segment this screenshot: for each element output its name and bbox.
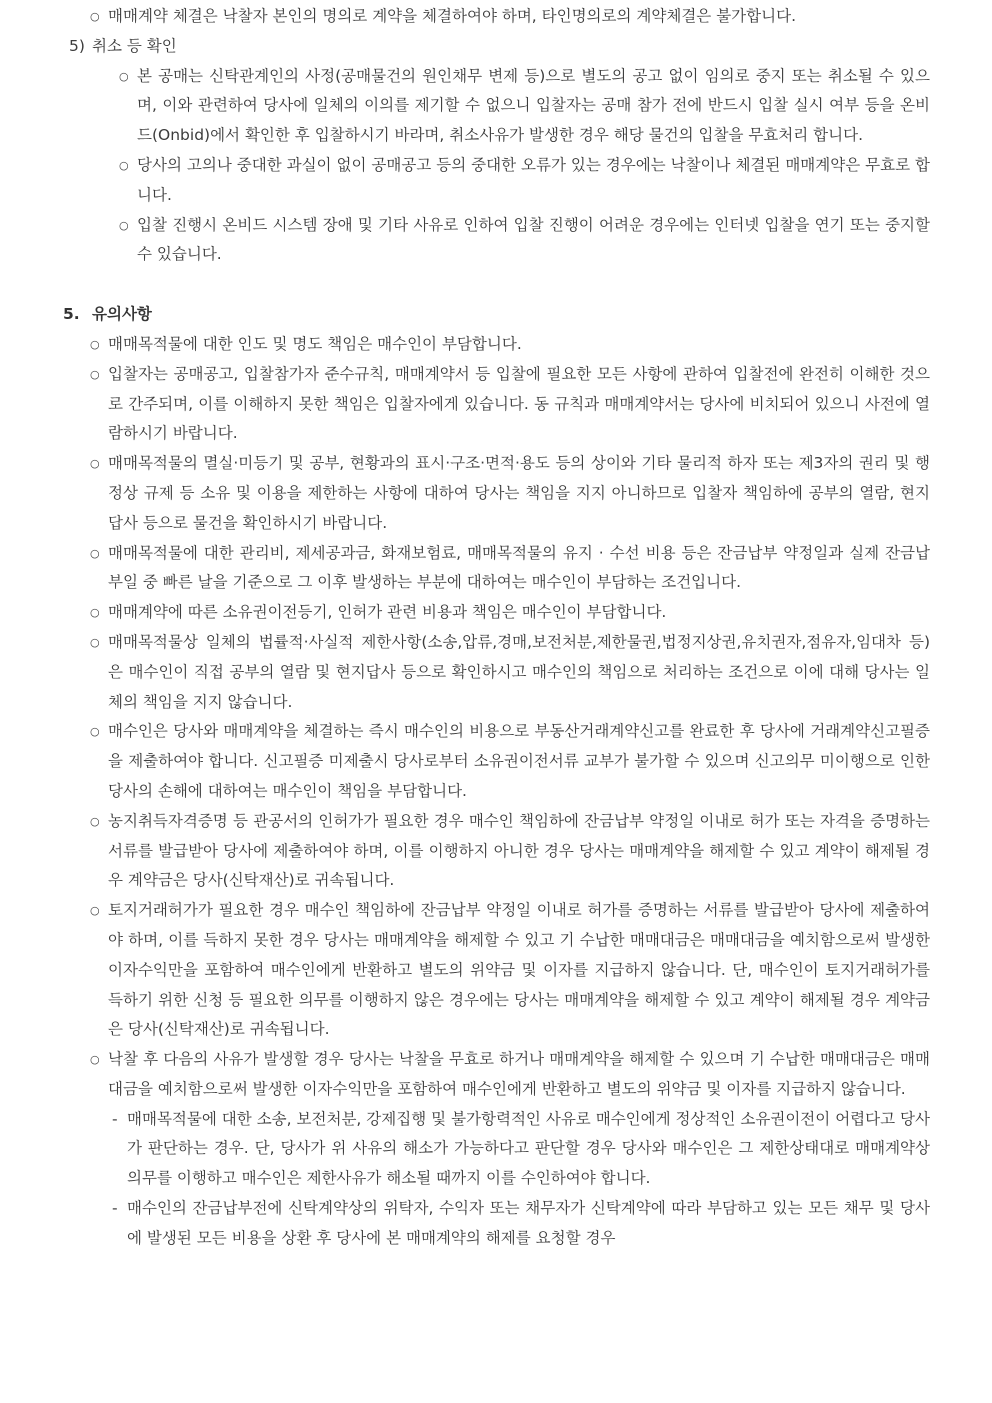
circle-bullet-icon: ○ (90, 814, 100, 828)
notice-bullet-3 (0, 449, 930, 538)
cancel-bullet-3-text: 입찰 진행시 온비드 시스템 장애 및 기타 사유로 인하여 입찰 진행이 어려운 경우에는 인터넷 입찰을 연기 또는 중지할 수 있습니다. (137, 215, 930, 264)
cancel-bullet-1-text: 본 공매는 신탁관계인의 사정(공매물건의 원인채무 변제 등)으로 별도의 공고 없이 임의로 중지 또는 취소될 수 있으며, 이와 관련하여 당사에 일체의 이의를 제기할 수 없으니 입찰자는 공매 참가 전에 반드시 입찰 실시 여부 등을 온비드(Onbid)에서 확인한 후 입찰하시기 바라며, 취소사유가 발생한 경우 해당 물건의 입찰을 무효처리 합니다. (137, 66, 930, 145)
notice-dash-item-1 (0, 1105, 930, 1194)
notice-bullet-9 (0, 896, 930, 1045)
cancel-bullet-1 (0, 62, 930, 151)
notice-bullet-2 (0, 360, 930, 449)
circle-bullet-icon: ○ (90, 606, 100, 620)
section-notice-number: 5. (63, 305, 80, 324)
circle-bullet-icon: ○ (90, 457, 100, 471)
notice-dash-item-2 (0, 1194, 930, 1254)
section-heading-cancel (0, 32, 930, 62)
circle-bullet-icon: ○ (90, 635, 100, 649)
notice-bullet-10-text: 낙찰 후 다음의 사유가 발생할 경우 당사는 낙찰을 무효로 하거나 매매계약을 해제할 수 있으며 기 수납한 매매대금은 매매대금을 예치함으로써 발생한 이자수익만을 포함하여 매수인에게 반환하고 별도의 위약금 및 이자를 지급하지 않습니다. (108, 1050, 930, 1098)
circle-bullet-icon: ○ (119, 218, 129, 232)
circle-bullet-icon: ○ (90, 337, 100, 351)
cancel-bullet-2 (0, 151, 930, 211)
notice-bullet-3-text: 매매목적물의 멸실·미등기 및 공부, 현황과의 표시·구조·면적·용도 등의 상이와 기타 물리적 하자 또는 제3자의 권리 및 행정상 규제 등 소유 및 이용을 제한하는 사항에 대하여 당사는 책임을 지지 아니하므로 입찰자 책임하에 공부의 열람, 현지 답사 등으로 물건을 확인하시기 바랍니다. (108, 454, 930, 532)
circle-bullet-icon: ○ (90, 10, 100, 23)
section-cancel-title: 취소 등 확인 (92, 36, 177, 55)
section-cancel-number: 5) (69, 36, 85, 55)
intro-bullet (0, 2, 930, 32)
cancel-bullet-2-text: 당사의 고의나 중대한 과실이 없이 공매공고 등의 중대한 오류가 있는 경우에는 낙찰이나 체결된 매매계약은 무효로 합니다. (137, 155, 930, 204)
section-heading-notice (0, 300, 930, 330)
dash-bullet-icon: - (112, 1109, 118, 1128)
notice-bullet-8-text: 농지취득자격증명 등 관공서의 인허가가 필요한 경우 매수인 책임하에 잔금납부 약정일 이내로 허가 또는 자격을 증명하는 서류를 발급받아 당사에 제출하여야 하며, 이를 이행하지 아니한 경우 당사는 매매계약을 해제할 수 있고 계약이 해제될 경우 계약금은 당사(신탁재산)로 귀속됩니다. (108, 811, 930, 890)
circle-bullet-icon: ○ (119, 158, 129, 172)
notice-bullet-8 (0, 807, 930, 896)
notice-bullet-5-text: 매매계약에 따른 소유권이전등기, 인허가 관련 비용과 책임은 매수인이 부담합니다. (108, 603, 667, 622)
circle-bullet-icon: ○ (90, 367, 100, 381)
cancel-bullet-3 (0, 211, 930, 271)
notice-bullet-1-text: 매매목적물에 대한 인도 및 명도 책임은 매수인이 부담합니다. (108, 334, 522, 353)
circle-bullet-icon: ○ (90, 1053, 100, 1067)
notice-bullet-4-text: 매매목적물에 대한 관리비, 제세공과금, 화재보험료, 매매목적물의 유지 · 수선 비용 등은 잔금납부 약정일과 실제 잔금납부일 중 빠른 날을 기준으로 그 이후 발생하는 부분에 대하여는 매수인이 부담하는 조건입니다. (108, 543, 930, 592)
circle-bullet-icon: ○ (90, 725, 100, 739)
intro-bullet-text: 매매계약 체결은 낙찰자 본인의 명의로 계약을 체결하여야 하며, 타인명의로의 계약체결은 불가합니다. (108, 7, 796, 25)
notice-bullet-2-text: 입찰자는 공매공고, 입찰참가자 준수규칙, 매매계약서 등 입찰에 필요한 모든 사항에 관하여 입찰전에 완전히 이해한 것으로 간주되며, 이를 이해하지 못한 책임은 입찰자에게 있습니다. 동 규칙과 매매계약서는 당사에 비치되어 있으니 사전에 열람하시기 바랍니다. (108, 364, 930, 443)
notice-dash-item-2-text: 매수인의 잔금납부전에 신탁계약상의 위탁자, 수익자 또는 채무자가 신탁계약에 따라 부담하고 있는 모든 채무 및 당사에 발생된 모든 비용을 상환 후 당사에 본 매매계약의 해제를 요청할 경우 (127, 1199, 930, 1247)
notice-dash-item-1-text: 매매목적물에 대한 소송, 보전처분, 강제집행 및 불가항력적인 사유로 매수인에게 정상적인 소유권이전이 어렵다고 당사가 판단하는 경우. 단, 당사가 위 사유의 해소가 가능하다고 판단할 경우 당사와 매수인은 그 제한상태대로 매매계약상 의무를 이행하고 매수인은 제한사유가 해소될 때까지 이를 수인하여야 합니다. (127, 1109, 930, 1188)
section-notice-title: 유의사항 (92, 305, 152, 324)
notice-bullet-9-text: 토지거래허가가 필요한 경우 매수인 책임하에 잔금납부 약정일 이내로 허가를 증명하는 서류를 발급받아 당사에 제출하여야 하며, 이를 득하지 못한 경우 당사는 매매계약을 해제할 수 있고 기 수납한 매매대금은 매매대금을 예치함으로써 발생한 이자수익만을 포함하여 매수인에게 반환하고 별도의 위약금 및 이자를 지급하지 않습니다. 단, 매수인이 토지거래허가를 득하기 위한 신청 등 필요한 의무를 이행하지 않은 경우에는 당사는 매매계약을 해제할 수 있고 계약이 해제될 경우 계약금은 당사(신탁재산)로 귀속됩니다. (108, 901, 930, 1039)
dash-bullet-icon: - (112, 1199, 118, 1218)
notice-bullet-5 (0, 598, 930, 628)
notice-bullet-10 (0, 1045, 930, 1105)
notice-bullet-7-text: 매수인은 당사와 매매계약을 체결하는 즉시 매수인의 비용으로 부동산거래계약신고를 완료한 후 당사에 거래계약신고필증을 제출하여야 합니다. 신고필증 미제출시 당사로부터 소유권이전서류 교부가 불가할 수 있으며 신고의무 미이행으로 인한 당사의 손해에 대하여는 매수인이 책임을 부담합니다. (108, 722, 930, 800)
circle-bullet-icon: ○ (119, 69, 129, 83)
notice-bullet-6 (0, 628, 930, 717)
notice-bullet-7 (0, 717, 930, 806)
circle-bullet-icon: ○ (90, 546, 100, 560)
notice-bullet-4 (0, 539, 930, 599)
circle-bullet-icon: ○ (90, 904, 100, 918)
notice-bullet-1 (0, 330, 930, 360)
notice-bullet-6-text: 매매목적물상 일체의 법률적·사실적 제한사항(소송,압류,경매,보전처분,제한물권,법정지상권,유치권자,점유자,임대차 등)은 매수인이 직접 공부의 열람 및 현지답사 등으로 확인하시고 매수인의 책임으로 처리하는 조건으로 이에 대해 당사는 일체의 책임을 지지 않습니다. (108, 632, 930, 711)
